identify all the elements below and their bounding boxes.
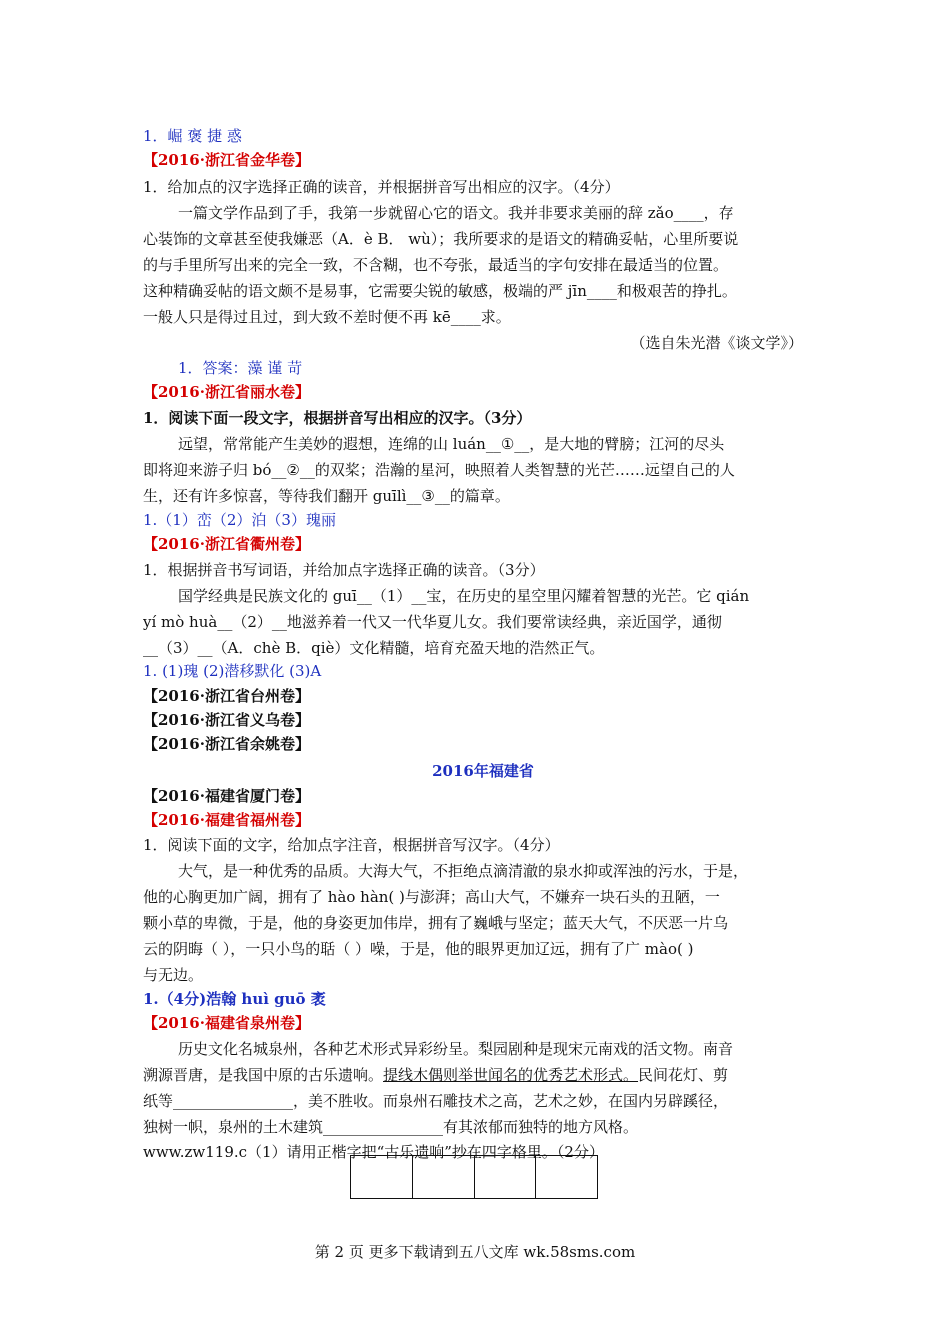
section-heading: 【2016·浙江省余姚卷】 <box>143 735 310 753</box>
passage-line: 独树一帜，泉州的土木建筑________________有其浓郁而独特的地方风格。 <box>143 1118 639 1136</box>
passage-line: 远望，常常能产生美妙的遐想，连绵的山 luán__①__，是大地的臂膀；江河的尽头 <box>178 435 725 453</box>
section-heading: 【2016·浙江省义乌卷】 <box>143 711 310 729</box>
question-prompt: 1．给加点的汉字选择正确的读音，并根据拼音写出相应的汉字。（4分） <box>143 178 620 196</box>
grid-cell[interactable] <box>475 1156 537 1198</box>
province-title: 2016年福建省 <box>432 762 534 780</box>
passage-line: 生，还有许多惊喜，等待我们翻开 guīlì__③__的篇章。 <box>143 487 510 505</box>
answer-line: 1．崛 褒 捷 惑 <box>143 127 242 145</box>
passage-line: 一篇文学作品到了手，我第一步就留心它的语文。我并非要求美丽的辞 zǎo____，存 <box>178 204 734 222</box>
passage-line: 云的阴晦（ ），一只小鸟的聒（ ）噪，于是，他的眼界更加辽远，拥有了广 mào( ) <box>143 940 694 958</box>
passage-line: 颗小草的卑微，于是，他的身姿更加伟岸，拥有了巍峨与坚定；蓝天大气，不厌恶一片乌 <box>143 914 729 932</box>
passage-line: 历史文化名城泉州，各种艺术形式异彩纷呈。梨园剧种是现宋元南戏的活文物。南音 <box>178 1040 734 1058</box>
passage-line: 即将迎来游子归 bó__②__的双桨；浩瀚的星河，映照着人类智慧的光芒……远望自己的人 <box>143 461 735 479</box>
grid-cell[interactable] <box>413 1156 475 1198</box>
passage-line: 与无边。 <box>143 966 204 984</box>
section-heading: 【2016·浙江省丽水卷】 <box>143 383 310 401</box>
answer-line: 1. (1)瑰 (2)潜移默化 (3)A <box>143 662 322 680</box>
question-prompt: 1．根据拼音书写词语，并给加点字选择正确的读音。（3分） <box>143 561 545 579</box>
grid-cell[interactable] <box>536 1156 597 1198</box>
passage-line: 溯源晋唐，是我国中原的古乐遗响。提线木偶则举世闻名的优秀艺术形式。民间花灯、剪 <box>143 1066 729 1084</box>
source-citation: （选自朱光潜《谈文学》） <box>630 334 803 352</box>
section-heading: 【2016·浙江省金华卷】 <box>143 151 310 169</box>
passage-line: 国学经典是民族文化的 guī__（1）__宝，在历史的星空里闪耀着智慧的光芒。它 qián <box>178 587 750 605</box>
answer-line: 1．答案：藻 谨 苛 <box>178 359 303 377</box>
passage-line: 他的心胸更加广阔，拥有了 hào hàn( )与澎湃；高山大气，不嫌弃一块石头的丑陋，一 <box>143 888 720 906</box>
underlined-sentence: 提线木偶则举世闻名的优秀艺术形式。 <box>383 1066 639 1084</box>
four-character-grid[interactable] <box>350 1155 598 1199</box>
question-prompt: 1．阅读下面的文字，给加点字注音，根据拼音写汉字。（4分） <box>143 836 560 854</box>
passage-line: yí mò huà__（2）__地滋养着一代又一代华夏儿女。我们要常读经典，亲近国学，通彻 <box>143 613 722 631</box>
question-prompt: www.zw119.c（1）请用正楷字把“古乐遗响”抄在四字格里。（2分） <box>143 1143 604 1161</box>
section-heading: 【2016·福建省厦门卷】 <box>143 787 310 805</box>
section-heading: 【2016·福建省福州卷】 <box>143 811 310 829</box>
grid-cell[interactable] <box>351 1156 413 1198</box>
question-prompt: 1．阅读下面一段文字，根据拼音写出相应的汉字。（3分） <box>143 409 532 427</box>
passage-line: 心装饰的文章甚至使我嫌恶（A．è B． wù）；我所要求的是语文的精确妥帖，心里所要说 <box>143 230 739 248</box>
answer-line: 1.（1）峦（2）泊（3）瑰丽 <box>143 511 336 529</box>
passage-line: 纸等________________，美不胜收。而泉州石雕技术之高，艺术之妙，在国内另辟蹊径， <box>143 1092 729 1110</box>
passage-line: 这种精确妥帖的语文颇不是易事，它需要尖锐的敏感，极端的严 jīn____和极艰苦的挣扎。 <box>143 282 737 300</box>
passage-line: __（3）__（A．chè B．qiè）文化精髓，培育充盈天地的浩然正气。 <box>143 639 605 657</box>
passage-line: 一般人只是得过且过，到大致不差时便不再 kē____求。 <box>143 308 511 326</box>
passage-line: 大气，是一种优秀的品质。大海大气，不拒绝点滴清澈的泉水抑或浑浊的污水，于是， <box>178 862 749 880</box>
passage-line: 的与手里所写出来的完全一致，不含糊，也不夸张，最适当的字句安排在最适当的位置。 <box>143 256 729 274</box>
section-heading: 【2016·浙江省衢州卷】 <box>143 535 310 553</box>
page-footer: 第 2 页 更多下载请到五八文库 wk.58sms.com <box>314 1243 636 1261</box>
answer-line: 1.（4分)浩翰 huì guō 袤 <box>143 990 326 1008</box>
section-heading: 【2016·福建省泉州卷】 <box>143 1014 310 1032</box>
section-heading: 【2016·浙江省台州卷】 <box>143 687 310 705</box>
